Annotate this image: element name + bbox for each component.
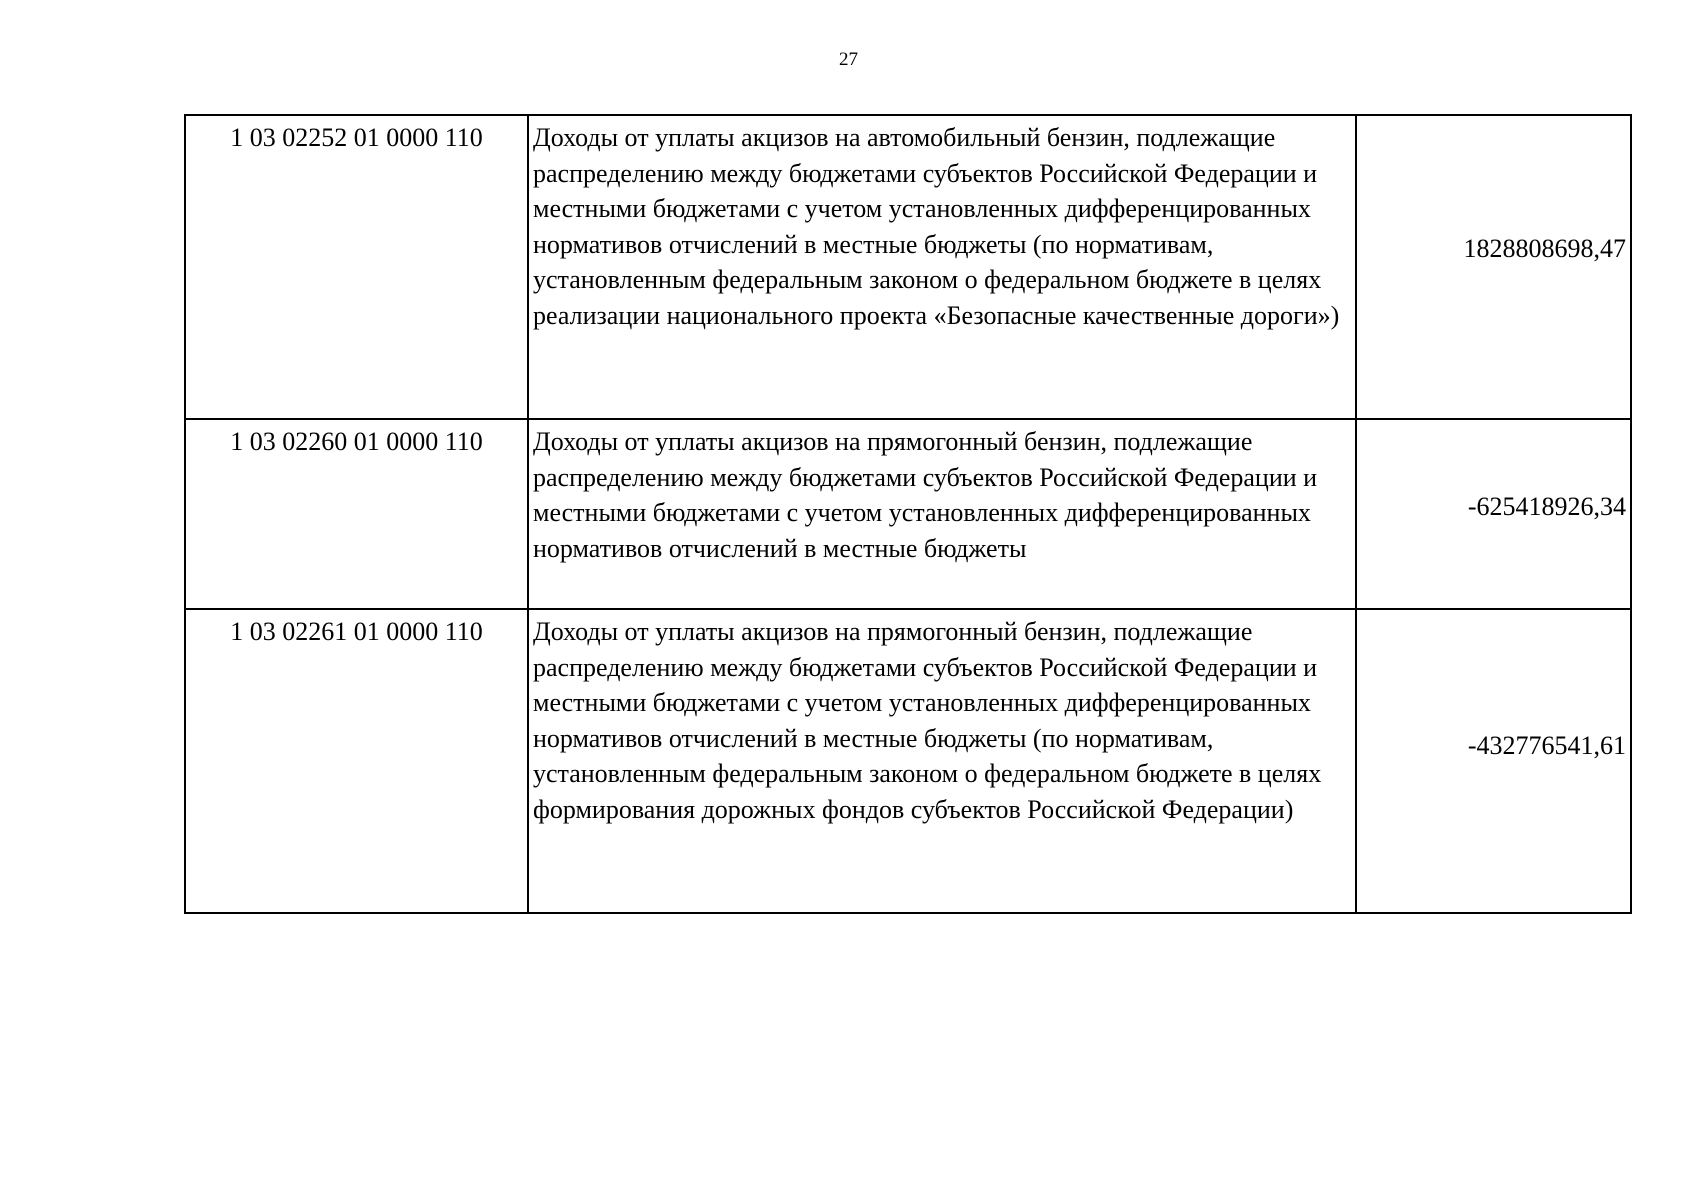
- budget-classification-code: 1 03 02260 01 0000 110: [185, 419, 528, 609]
- table-row: [185, 609, 1631, 913]
- revenue-amount: 1828808698,47: [1463, 234, 1626, 263]
- table-row: [185, 115, 1631, 419]
- amount-cell: [1356, 419, 1631, 609]
- revenue-amount: -432776541,61: [1467, 731, 1626, 761]
- amount-cell: [1356, 115, 1631, 419]
- table-row: [185, 419, 1631, 609]
- amount-cell: [1356, 609, 1631, 913]
- revenue-amount: -625418926,34: [1467, 492, 1626, 522]
- revenue-description: Доходы от уплаты акцизов на прямогонный бензин, подлежащие распределению между бюджетами субъектов Российской Федерации и местными бюджетами с учетом установленных дифференцированных нормативов отчислений в местные бюджеты (по нормативам, установленным федеральным законом о федеральном бюджете в целях формирования дорожных фондов субъектов Российской Федерации): [528, 609, 1356, 913]
- page-number: 27: [839, 49, 858, 70]
- budget-classification-code: 1 03 02261 01 0000 110: [185, 609, 528, 913]
- budget-revenue-table: [184, 114, 1632, 914]
- budget-classification-code: 1 03 02252 01 0000 110: [185, 115, 528, 419]
- revenue-description: Доходы от уплаты акцизов на автомобильный бензин, подлежащие распределению между бюджетами субъектов Российской Федерации и местными бюджетами с учетом установленных дифференцированных нормативов отчислений в местные бюджеты (по нормативам, установленным федеральным законом о федеральном бюджете в целях реализации национального проекта «Безопасные качественные дороги»): [528, 115, 1356, 419]
- revenue-description: Доходы от уплаты акцизов на прямогонный бензин, подлежащие распределению между бюджетами субъектов Российской Федерации и местными бюджетами с учетом установленных дифференцированных нормативов отчислений в местные бюджеты: [528, 419, 1356, 609]
